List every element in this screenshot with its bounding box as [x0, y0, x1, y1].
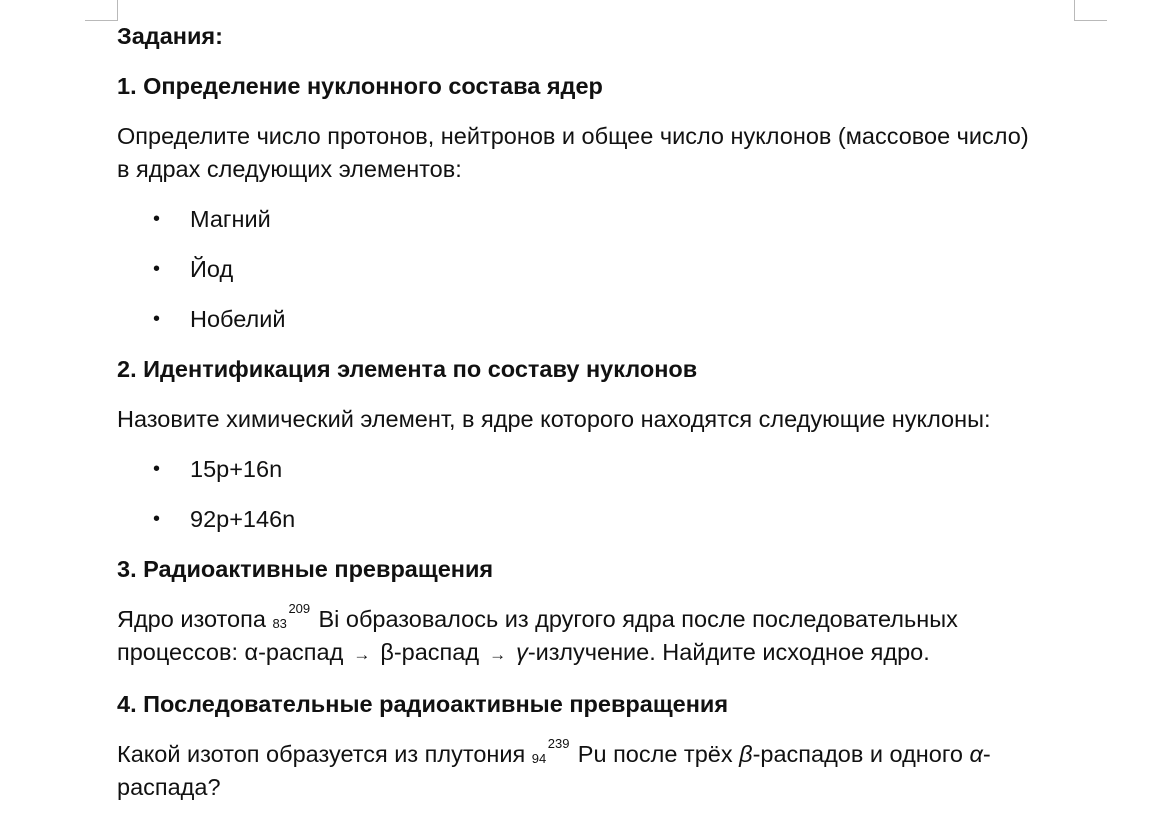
- task4-text-line1: [117, 738, 1092, 771]
- task1-item-label: Нобелий: [190, 306, 286, 332]
- page-corner-mark-top-left: [85, 0, 118, 21]
- mass-number: 209: [288, 601, 311, 616]
- beta-symbol: β: [739, 741, 753, 767]
- atomic-number: 83: [272, 616, 287, 631]
- bullet-icon: •: [153, 508, 161, 530]
- task3-title: 3. Радиоактивные превращения: [117, 556, 494, 582]
- task4-text-mid: после трёх: [606, 741, 740, 767]
- task1-text-line2: в ядрах следующих элементов:: [117, 156, 462, 182]
- bullet-icon: •: [153, 258, 161, 280]
- gamma-symbol: γ: [516, 639, 528, 665]
- bullet-icon: •: [153, 208, 161, 230]
- atomic-number: 94: [531, 751, 547, 766]
- task2-item-label: 15p+16n: [190, 456, 283, 482]
- task2-list-item: [117, 453, 1092, 486]
- task2-title: 2. Идентификация элемента по составу нуклонов: [117, 356, 698, 382]
- task1-item-label: Магний: [190, 206, 271, 232]
- task3-text-line2: [117, 636, 1092, 671]
- task3-text-pre: Ядро изотопа: [117, 606, 273, 632]
- task3-text-line1: [117, 603, 1092, 636]
- element-symbol: Bi: [318, 606, 340, 632]
- arrow-right-icon: →: [489, 645, 507, 664]
- task4-text-mid2: -распадов и одного: [752, 741, 970, 767]
- task1-list-item: [117, 203, 1092, 236]
- task2-item-label: 92p+146n: [190, 506, 296, 532]
- task1-text-line1: Определите число протонов, нейтронов и общее число нуклонов (массовое число): [117, 123, 1029, 149]
- task2-text: Назовите химический элемент, в ядре которого находятся следующие нуклоны:: [117, 406, 991, 432]
- task3-text-end: -излучение. Найдите исходное ядро.: [527, 639, 930, 665]
- task4-line1-end: -: [982, 741, 991, 767]
- mass-number: 239: [547, 736, 570, 751]
- task3-text-post: образовалось из другого ядра после последовательных: [339, 606, 958, 632]
- task1-list-item: [117, 253, 1092, 286]
- task4-text-line2: распада?: [117, 774, 221, 800]
- element-symbol: Pu: [577, 741, 607, 767]
- task4-title: 4. Последовательные радиоактивные превращения: [117, 691, 729, 717]
- alpha-symbol: α: [969, 741, 983, 767]
- task1-title: 1. Определение нуклонного состава ядер: [117, 73, 603, 99]
- task1-item-label: Йод: [190, 256, 234, 282]
- isotope-bi-notation: [272, 603, 316, 636]
- isotope-pu-notation: [532, 738, 576, 771]
- document-body[interactable]: [117, 20, 1092, 804]
- task3-beta-decay: β-распад: [380, 639, 480, 665]
- task3-alpha-decay: процессов: α-распад: [117, 639, 344, 665]
- bullet-icon: •: [153, 458, 161, 480]
- arrow-right-icon: →: [353, 645, 371, 664]
- task4-text-pre: Какой изотоп образуется из плутония: [117, 741, 532, 767]
- bullet-icon: •: [153, 308, 161, 330]
- page-corner-mark-top-right: [1074, 0, 1107, 21]
- task2-list-item: [117, 503, 1092, 536]
- tasks-header: Задания:: [117, 23, 223, 49]
- task1-list-item: [117, 303, 1092, 336]
